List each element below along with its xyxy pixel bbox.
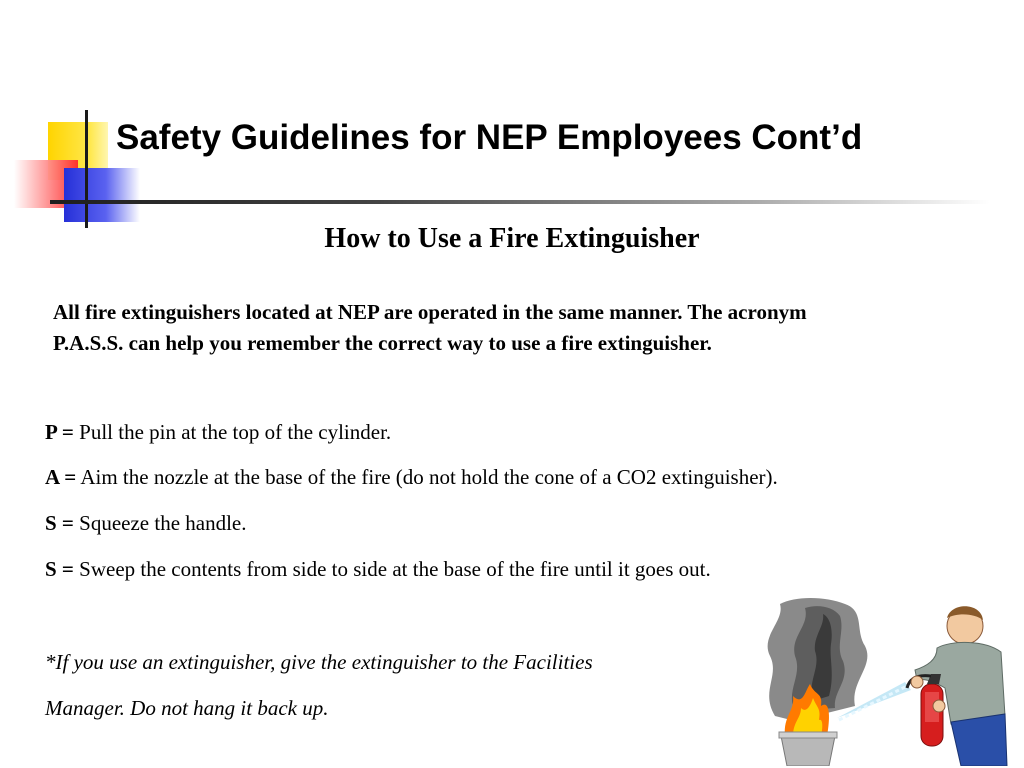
title-underline-rule <box>50 200 990 204</box>
step-letter: S = <box>45 557 74 581</box>
logo-vertical-line <box>85 110 88 228</box>
step-letter: S = <box>45 511 74 535</box>
pass-step-sweep <box>45 557 711 582</box>
note-line-2: Manager. Do not hang it back up. <box>45 696 329 720</box>
step-letter: A = <box>45 465 77 489</box>
step-text: Pull the pin at the top of the cylinder. <box>79 420 392 444</box>
intro-paragraph <box>53 297 1003 359</box>
step-text: Squeeze the handle. <box>79 511 247 535</box>
step-text: Sweep the contents from side to side at the base of the fire until it goes out. <box>79 557 711 581</box>
slide-subtitle: How to Use a Fire Extinguisher <box>324 223 700 254</box>
fire-extinguisher-clipart <box>755 596 1015 766</box>
step-letter: P = <box>45 420 74 444</box>
note-line-1: *If you use an extinguisher, give the extinguisher to the Facilities <box>45 650 593 674</box>
intro-line-2: P.A.S.S. can help you remember the correct way to use a fire extinguisher. <box>53 331 712 355</box>
person-jeans <box>951 714 1007 766</box>
metal-bucket <box>781 736 835 766</box>
pass-step-pull <box>45 420 391 445</box>
logo-blue-square <box>64 168 140 222</box>
slide-title: Safety Guidelines for NEP Employees Cont’d <box>116 118 863 157</box>
pass-step-aim <box>45 465 778 490</box>
step-text: Aim the nozzle at the base of the fire (do not hold the cone of a CO2 extinguisher). <box>80 465 778 489</box>
intro-line-1: All fire extinguishers located at NEP are operated in the same manner. The acronym <box>53 300 807 324</box>
pass-step-squeeze <box>45 511 247 536</box>
